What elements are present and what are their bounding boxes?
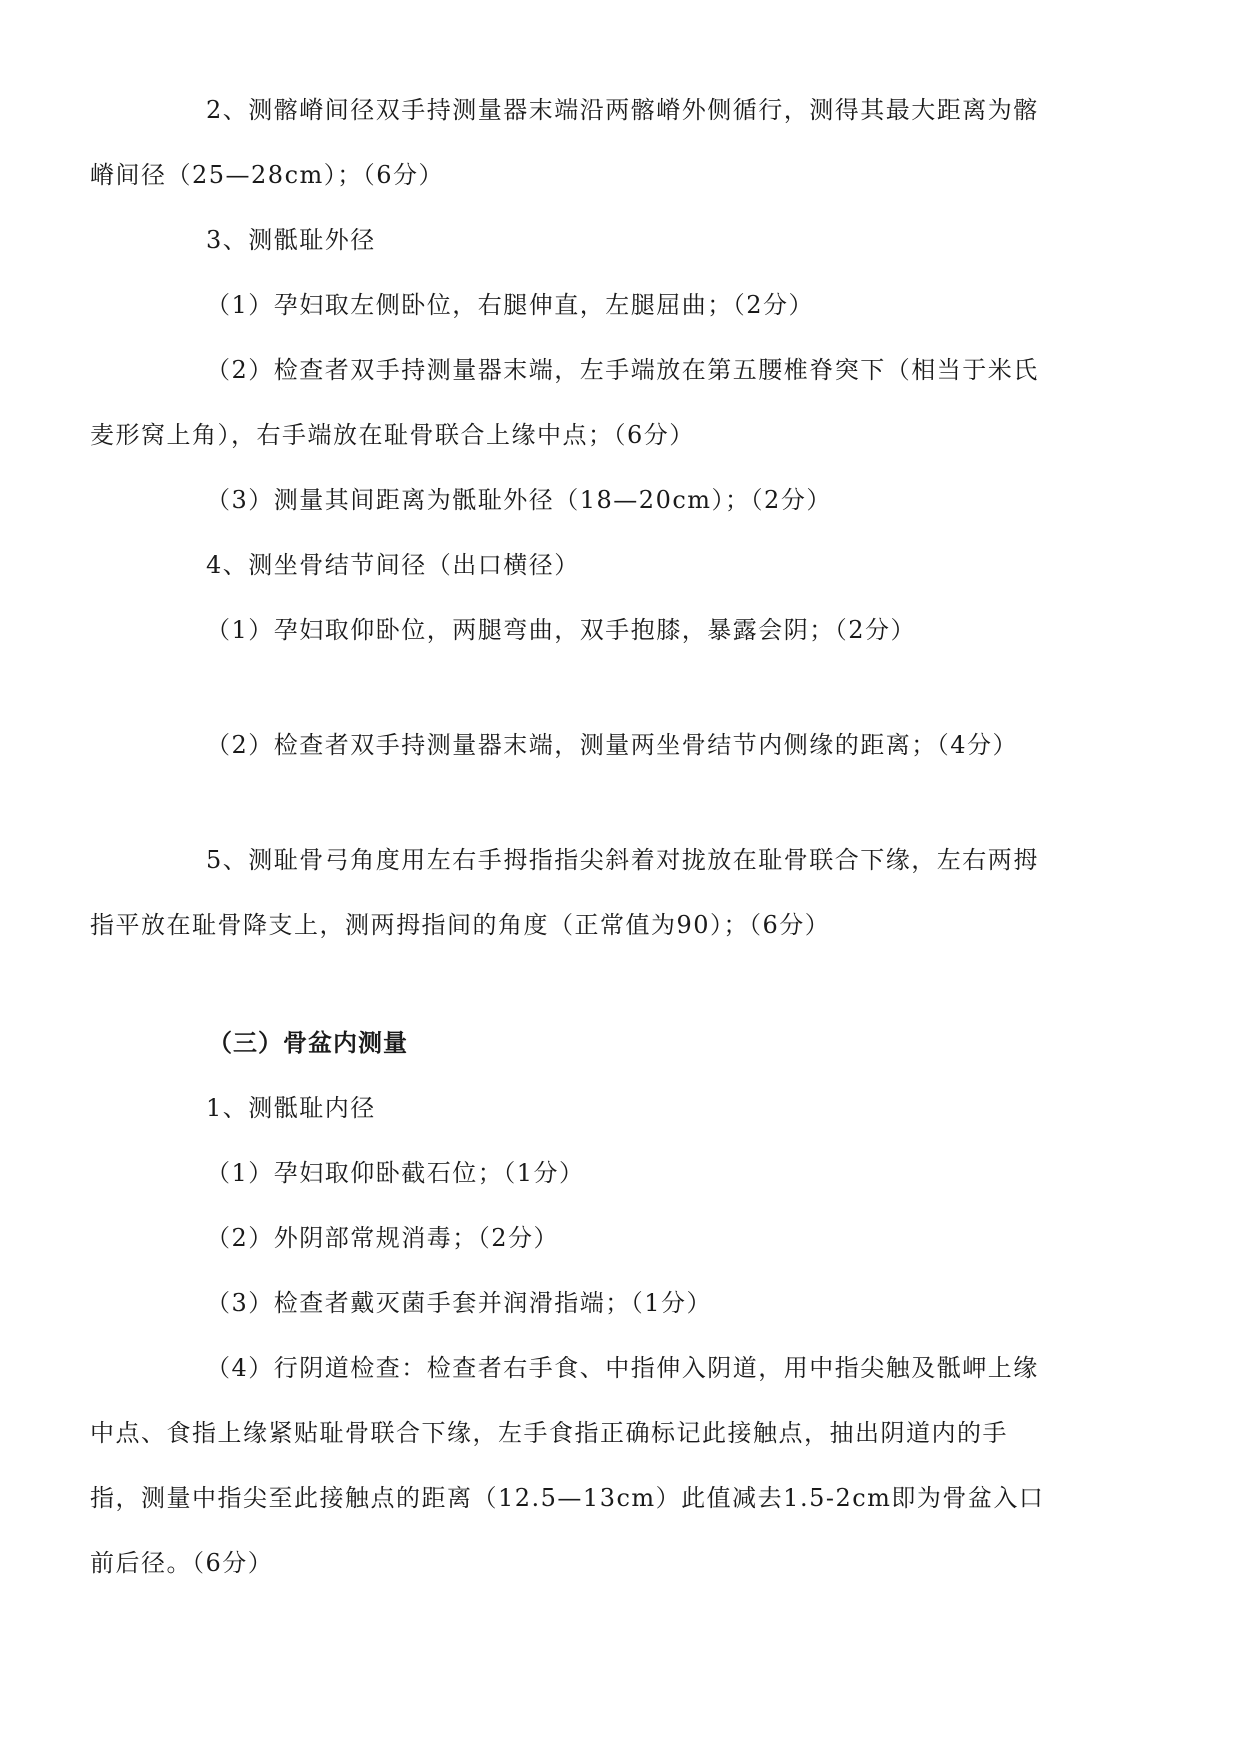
- text-line: （2）检查者双手持测量器末端，左手端放在第五腰椎脊突下（相当于米氏: [206, 356, 1039, 384]
- text-line: （3）检查者戴灭菌手套并润滑指端；（1分）: [206, 1289, 713, 1317]
- text-line: 2、测髂嵴间径双手持测量器末端沿两髂嵴外侧循行，测得其最大距离为髂: [206, 96, 1039, 124]
- text-line: 5、测耻骨弓角度用左右手拇指指尖斜着对拢放在耻骨联合下缘，左右两拇: [206, 846, 1039, 874]
- text-line: （1）孕妇取左侧卧位，右腿伸直，左腿屈曲；（2分）: [206, 291, 815, 319]
- text-line: 中点、食指上缘紧贴耻骨联合下缘，左手食指正确标记此接触点，抽出阴道内的手: [90, 1419, 1008, 1447]
- text-line: （2）检查者双手持测量器末端，测量两坐骨结节内侧缘的距离；（4分）: [206, 731, 1019, 759]
- text-line: （1）孕妇取仰卧截石位；（1分）: [206, 1159, 585, 1187]
- text-line: 3、测骶耻外径: [206, 226, 376, 254]
- text-line: （2）外阴部常规消毒；（2分）: [206, 1224, 560, 1252]
- text-line: 前后径。（6分）: [90, 1549, 274, 1577]
- text-line: 嵴间径（25—28cm）；（6分）: [90, 161, 445, 189]
- text-line: 4、测坐骨结节间径（出口横径）: [206, 551, 580, 579]
- text-line: （1）孕妇取仰卧位，两腿弯曲，双手抱膝，暴露会阴；（2分）: [206, 616, 917, 644]
- section-heading: （三）骨盆内测量: [208, 1029, 408, 1057]
- text-line: 1、测骶耻内径: [206, 1094, 376, 1122]
- text-line: 指，测量中指尖至此接触点的距离（12.5—13cm）此值减去1.5-2cm即为骨盆入口: [90, 1484, 1045, 1512]
- text-line: （3）测量其间距离为骶耻外径（18—20cm）；（2分）: [206, 486, 832, 514]
- text-line: 麦形窝上角），右手端放在耻骨联合上缘中点；（6分）: [90, 421, 695, 449]
- text-line: 指平放在耻骨降支上，测两拇指间的角度（正常值为90）；（6分）: [90, 911, 831, 939]
- text-line: （4）行阴道检查：检查者右手食、中指伸入阴道，用中指尖触及骶岬上缘: [206, 1354, 1039, 1382]
